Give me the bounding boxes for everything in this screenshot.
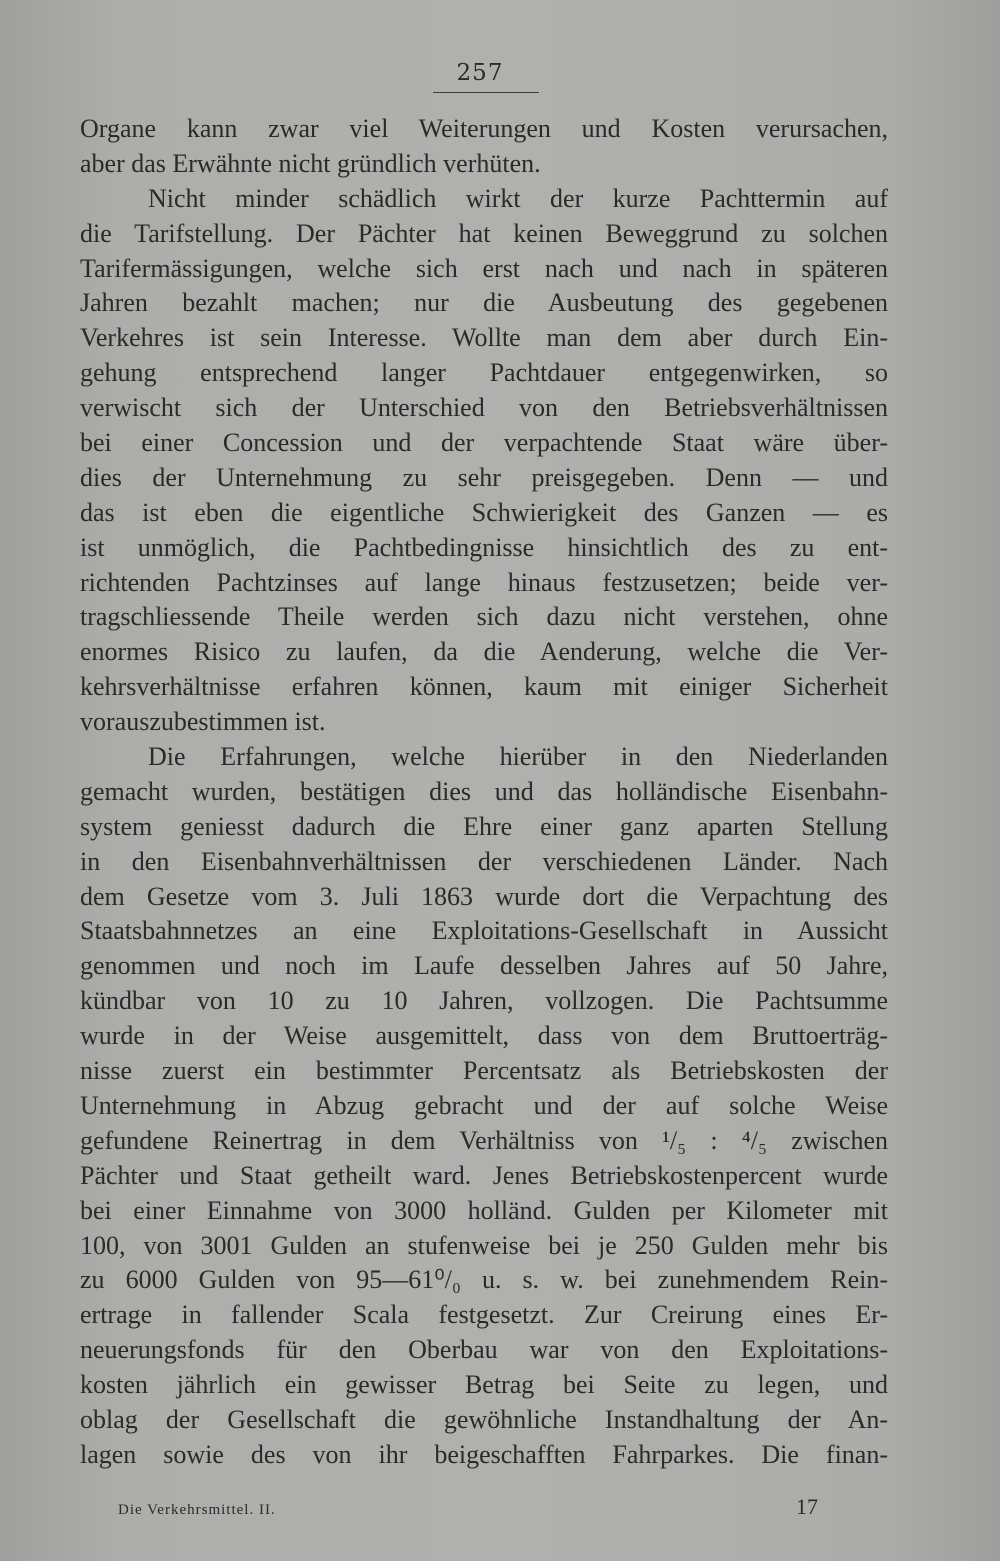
text-line: Die Erfahrungen, welche hierüber in den Niederlanden — [148, 742, 888, 772]
text-line: kehrsverhältnisse erfahren können, kaum mit einiger Sicherheit — [80, 672, 888, 702]
text-line: ertrage in fallender Scala festgesetzt. Zur Creirung eines Er- — [80, 1300, 888, 1330]
text-line: bei einer Concession und der verpachtende Staat wäre über- — [80, 428, 888, 458]
text-line: aber das Erwähnte nicht gründlich verhüten. — [80, 148, 541, 178]
header-rule — [433, 92, 539, 93]
page-number: 257 — [456, 60, 504, 86]
text-line: Verkehres ist sein Interesse. Wollte man dem aber durch Ein- — [80, 323, 888, 353]
text-line: Organe kann zwar viel Weiterungen und Kosten verursachen, — [80, 114, 888, 143]
text-line: richtenden Pachtzinses auf lange hinaus festzusetzen; beide ver- — [80, 567, 888, 597]
text-line: gefundene Reinertrag in dem Verhältniss von ¹/₅ : ⁴/₅ zwischen — [80, 1125, 888, 1155]
text-line: gemacht wurden, bestätigen dies und das holländische Eisenbahn- — [80, 776, 888, 806]
text-line: nisse zuerst ein bestimmter Percentsatz als Betriebskosten der — [80, 1056, 888, 1086]
text-line: vorauszubestimmen ist. — [80, 707, 326, 737]
text-line: Unternehmung in Abzug gebracht und der auf solche Weise — [80, 1090, 888, 1120]
text-line: neuerungsfonds für den Oberbau war von den Exploitations- — [80, 1335, 888, 1365]
footer-signature-title: Die Verkehrsmittel. II. — [118, 1502, 276, 1518]
text-line: genommen und noch im Laufe desselben Jahres auf 50 Jahre, — [80, 951, 888, 981]
text-line: kosten jährlich ein gewisser Betrag bei Seite zu legen, und — [80, 1370, 888, 1400]
text-line: ist unmöglich, die Pachtbedingnisse hinsichtlich des zu ent- — [80, 532, 888, 562]
text-line: kündbar von 10 zu 10 Jahren, vollzogen. Die Pachtsumme — [80, 986, 888, 1016]
text-line: das ist eben die eigentliche Schwierigkeit des Ganzen — es — [80, 497, 888, 527]
text-line: verwischt sich der Unterschied von den Betriebsverhältnissen — [80, 393, 888, 423]
text-line: 100, von 3001 Gulden an stufenweise bei je 250 Gulden mehr bis — [80, 1230, 888, 1260]
text-line: lagen sowie des von ihr beigeschafften Fahrparkes. Die finan- — [80, 1439, 888, 1469]
text-line: dies der Unternehmung zu sehr preisgegeben. Denn — und — [80, 462, 888, 492]
text-line: Staatsbahnnetzes an eine Exploitations-Gesellschaft in Aussicht — [80, 916, 888, 946]
text-line: Pächter und Staat getheilt ward. Jenes Betriebskostenpercent wurde — [80, 1160, 888, 1190]
text-line: zu 6000 Gulden von 95—61⁰/₀ u. s. w. bei zunehmendem Rein- — [80, 1265, 888, 1295]
text-line: wurde in der Weise ausgemittelt, dass von dem Bruttoerträg- — [80, 1021, 888, 1051]
text-line: die Tarifstellung. Der Pächter hat keinen Beweggrund zu solchen — [80, 218, 888, 248]
text-line: oblag der Gesellschaft die gewöhnliche Instandhaltung der An- — [80, 1404, 888, 1434]
text-line: Nicht minder schädlich wirkt der kurze Pachttermin auf — [148, 183, 888, 213]
text-line: enormes Risico zu laufen, da die Aenderung, welche die Ver- — [80, 637, 888, 667]
text-line: system geniesst dadurch die Ehre einer ganz aparten Stellung — [80, 811, 888, 841]
text-line: Tarifermässigungen, welche sich erst nach und nach in späteren — [80, 253, 888, 283]
text-line: tragschliessende Theile werden sich dazu nicht verstehen, ohne — [80, 602, 888, 632]
text-line: gehung entsprechend langer Pachtdauer entgegenwirken, so — [80, 358, 888, 388]
text-line: dem Gesetze vom 3. Juli 1863 wurde dort die Verpachtung des — [80, 881, 888, 911]
text-line: Jahren bezahlt machen; nur die Ausbeutung des gegebenen — [80, 288, 888, 318]
text-line: in den Eisenbahnverhältnissen der verschiedenen Länder. Nach — [80, 846, 888, 876]
body-text — [80, 112, 888, 1473]
text-line: bei einer Einnahme von 3000 holländ. Gulden per Kilometer mit — [80, 1195, 888, 1225]
footer-signature-number: 17 — [796, 1494, 818, 1519]
